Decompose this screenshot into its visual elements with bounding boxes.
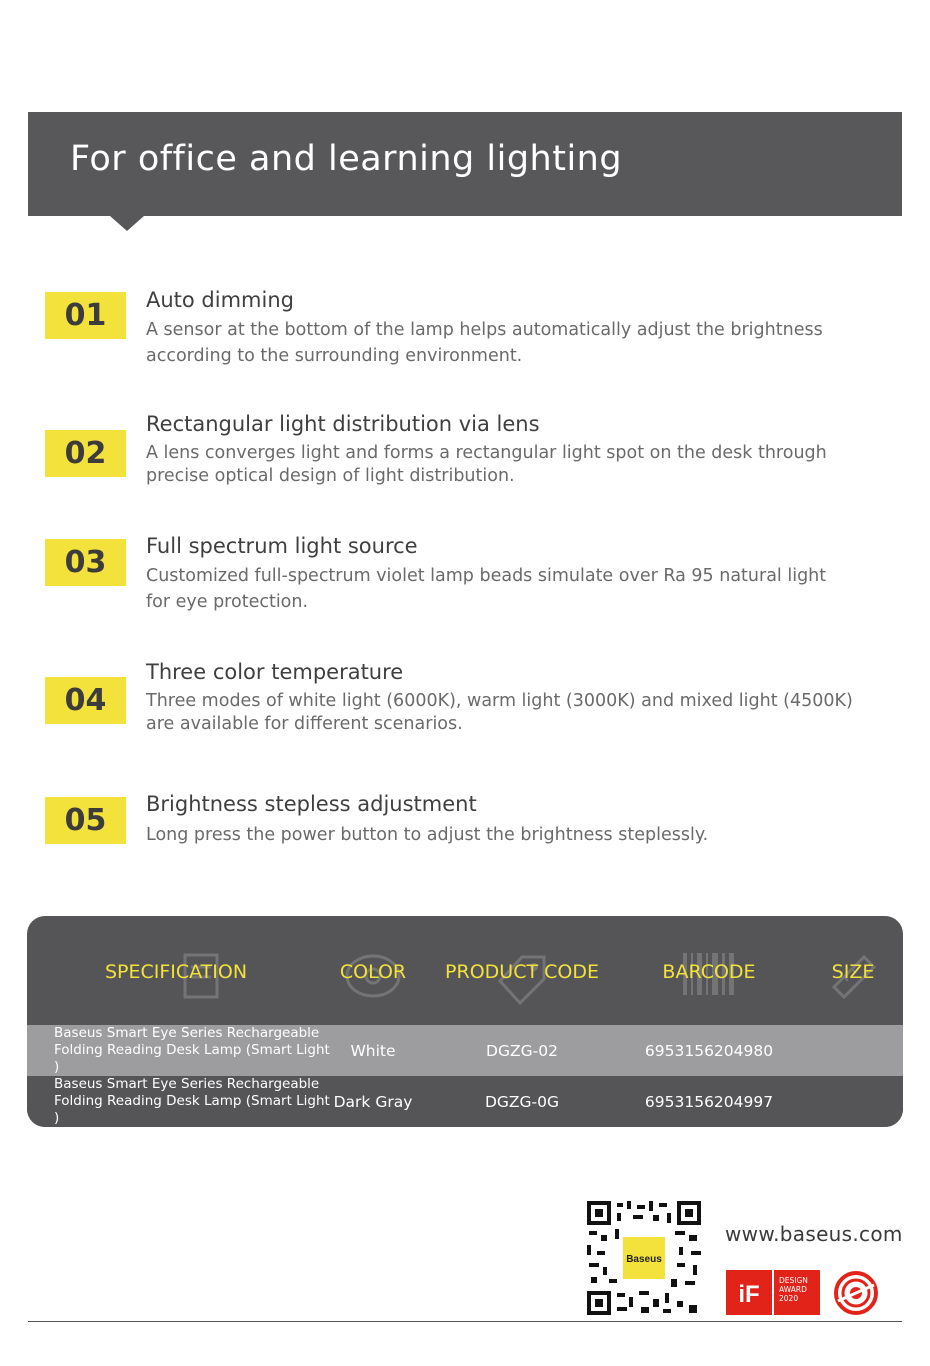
feature-title: Full spectrum light source [146, 534, 418, 558]
spec-table-header [27, 916, 903, 1025]
footer-divider [28, 1321, 902, 1322]
feature-title: Brightness stepless adjustment [146, 792, 477, 816]
feature-title: Rectangular light distribution via lens [146, 412, 540, 436]
feature-number: 04 [45, 677, 126, 724]
cell-specification: Baseus Smart Eye Series Rechargeable Folding Reading Desk Lamp (Smart Light ) [54, 1025, 330, 1075]
feature-number: 01 [45, 292, 126, 339]
feature-description: A lens converges light and forms a rectangular light spot on the desk through precise optical design of light distribution. [146, 443, 827, 486]
cell-product-code: DGZG-02 [486, 1041, 558, 1060]
cell-product-code: DGZG-0G [484, 1092, 560, 1111]
qr-logo-text: Baseus [626, 1254, 662, 1265]
feature-number: 03 [45, 539, 126, 586]
award-line: DESIGN [779, 1276, 808, 1285]
spec-table [27, 916, 903, 1127]
if-logo [726, 1270, 772, 1315]
header-specification: SPECIFICATION [104, 961, 248, 983]
feature-description: Long press the power button to adjust the brightness steplessly. [146, 825, 709, 845]
header-size: SIZE [831, 961, 875, 983]
cell-barcode: 6953156204980 [644, 1041, 774, 1060]
feature-description: Three modes of white light (6000K), warm light (3000K) and mixed light (4500K) are available for different scenarios. [146, 691, 853, 734]
table-row [27, 1025, 903, 1076]
website-url[interactable]: www.baseus.com [725, 1222, 903, 1246]
header-product-code: PRODUCT CODE [445, 961, 599, 983]
header-color: COLOR [339, 961, 407, 983]
feature-title: Auto dimming [146, 288, 294, 312]
cell-color: White [350, 1041, 396, 1060]
qr-code [587, 1201, 701, 1315]
cell-specification: Baseus Smart Eye Series Rechargeable Folding Reading Desk Lamp (Smart Light ) [54, 1076, 330, 1126]
feature-description: A sensor at the bottom of the lamp helps automatically adjust the brightness according to the surrounding environment. [146, 320, 823, 366]
feature-number: 02 [45, 430, 126, 477]
award-line: 2020 [779, 1294, 799, 1303]
header-barcode: BARCODE [662, 961, 756, 983]
banner-notch [110, 216, 144, 231]
feature-title: Three color temperature [146, 660, 404, 684]
cell-barcode: 6953156204997 [644, 1092, 774, 1111]
feature-description: Customized full-spectrum violet lamp beads simulate over Ra 95 natural light for eye protection. [146, 566, 827, 612]
table-row [27, 1076, 903, 1127]
feature-number: 05 [45, 797, 126, 844]
cell-color: Dark Gray [333, 1092, 413, 1111]
award-line: AWARD [779, 1285, 807, 1294]
if-logo-text: iF [738, 1281, 760, 1308]
header-banner [28, 112, 902, 216]
design-award-badge [774, 1270, 820, 1315]
page-title: For office and learning lighting [70, 139, 623, 179]
red-dot-award-icon [834, 1271, 878, 1315]
